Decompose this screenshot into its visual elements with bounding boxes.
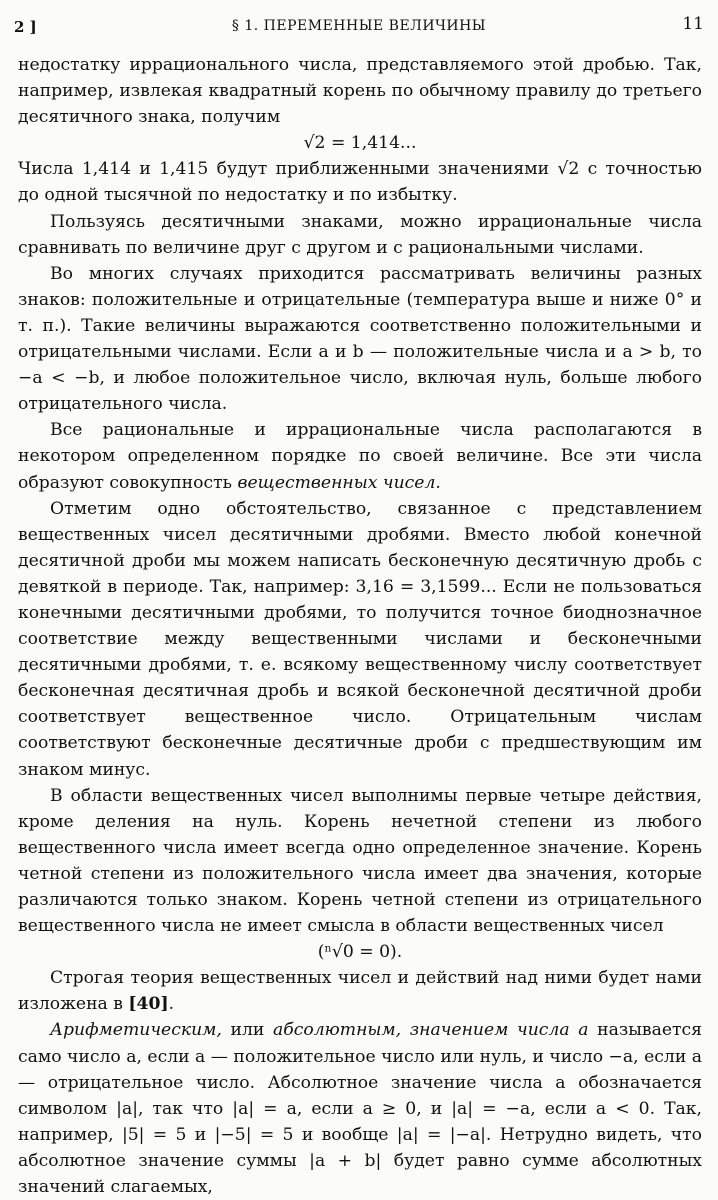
paragraph-2: Числа 1,414 и 1,415 будут приближенными значениями √2 с точностью до одной тысячной по недостатку и по избытку. [18, 159, 702, 206]
paragraph-9-text: называется само число a, если a — положительное число или нуль, и число −a, если a — отрицательное число. Абсолютное значение числа a обозначается символом |a|, так что |a| = a, если a ≥ 0, и |a| = −a, если a < 0. Так, например, |5| = 5 и |−5| = 5 и вообще |a| = |−a|. Нетрудно видеть, что абсолютное значение суммы |a + b| будет равно сумме абсолютных значений слагаемых, [18, 1020, 703, 1198]
paragraph-9-mid: или [221, 1020, 274, 1041]
running-header [14, 14, 704, 42]
paragraph-3: Пользуясь десятичными знаками, можно иррациональные числа сравнивать по величине друг с другом и с рациональными числами. [18, 211, 702, 258]
paragraph-1: недостатку иррационального числа, представляемого этой дробью. Так, например, извлекая квадратный корень по обычному правилу до третьего десятичного знака, получим [18, 55, 702, 128]
term-absolute-value: абсолютным, значением числа a [273, 1020, 589, 1041]
paragraph-5-text: Все рациональные и иррациональные числа располагаются в некотором определенном порядке по своей величине. Все эти числа образуют совокупность [18, 420, 702, 493]
paragraph-8-text: Строгая теория вещественных чисел и действий над ними будет нами изложена в [18, 968, 702, 1015]
paragraph-6: Отметим одно обстоятельство, связанное с представлением вещественных чисел десятичными дробями. Вместо любой конечной десятичной дроби мы можем написать бесконечную десятичную дробь с девяткой в периоде. Так, например: 3,16 = 3,1599... Если не пользоваться конечными десятичными дробями, то получится точное биоднозначное соответствие между вещественными числами и бесконечными десятичными дробями, т. е. всякому вещественному числу соответствует бесконечная десятичная дробь и всякой бесконечной десятичной дроби соответствует вещественное число. Отрицательным числам соответствуют бесконечные десятичные дроби с предшествующим им знаком минус. [18, 498, 702, 780]
paragraph-9 [18, 1017, 702, 1200]
page-body [18, 52, 702, 1200]
formula-sqrt2: √2 = 1,414... [303, 133, 417, 154]
section-ref: 2 ] [14, 18, 37, 36]
paragraph-8 [18, 965, 702, 1017]
reference-40: [40] [128, 994, 169, 1015]
term-real-numbers: вещественных чисел. [237, 472, 441, 493]
formula-root-zero: (ⁿ√0 = 0). [317, 942, 403, 963]
paragraph-7: В области вещественных чисел выполнимы первые четыре действия, кроме деления на нуль. Корень нечетной степени из любого вещественного числа имеет всегда одно определенное значение. Корень четной степени из положительного числа имеет два значения, которые различаются только знаком. Корень четной степени из отрицательного вещественного числа не имеет смысла в области вещественных чисел [18, 785, 702, 937]
term-arithmetic: Арифметическим, [50, 1020, 222, 1041]
paragraph-5 [18, 417, 702, 495]
page-number: 11 [682, 14, 704, 34]
paragraph-8-end: . [168, 994, 175, 1015]
running-title: § 1. ПЕРЕМЕННЫЕ ВЕЛИЧИНЫ [231, 18, 487, 34]
paragraph-4: Во многих случаях приходится рассматривать величины разных знаков: положительные и отрицательные (температура выше и ниже 0° и т. п.). Такие величины выражаются соответственно положительными и отрицательными числами. Если a и b — положительные числа и a > b, то −a < −b, и любое положительное число, включая нуль, больше любого отрицательного числа. [18, 263, 702, 415]
